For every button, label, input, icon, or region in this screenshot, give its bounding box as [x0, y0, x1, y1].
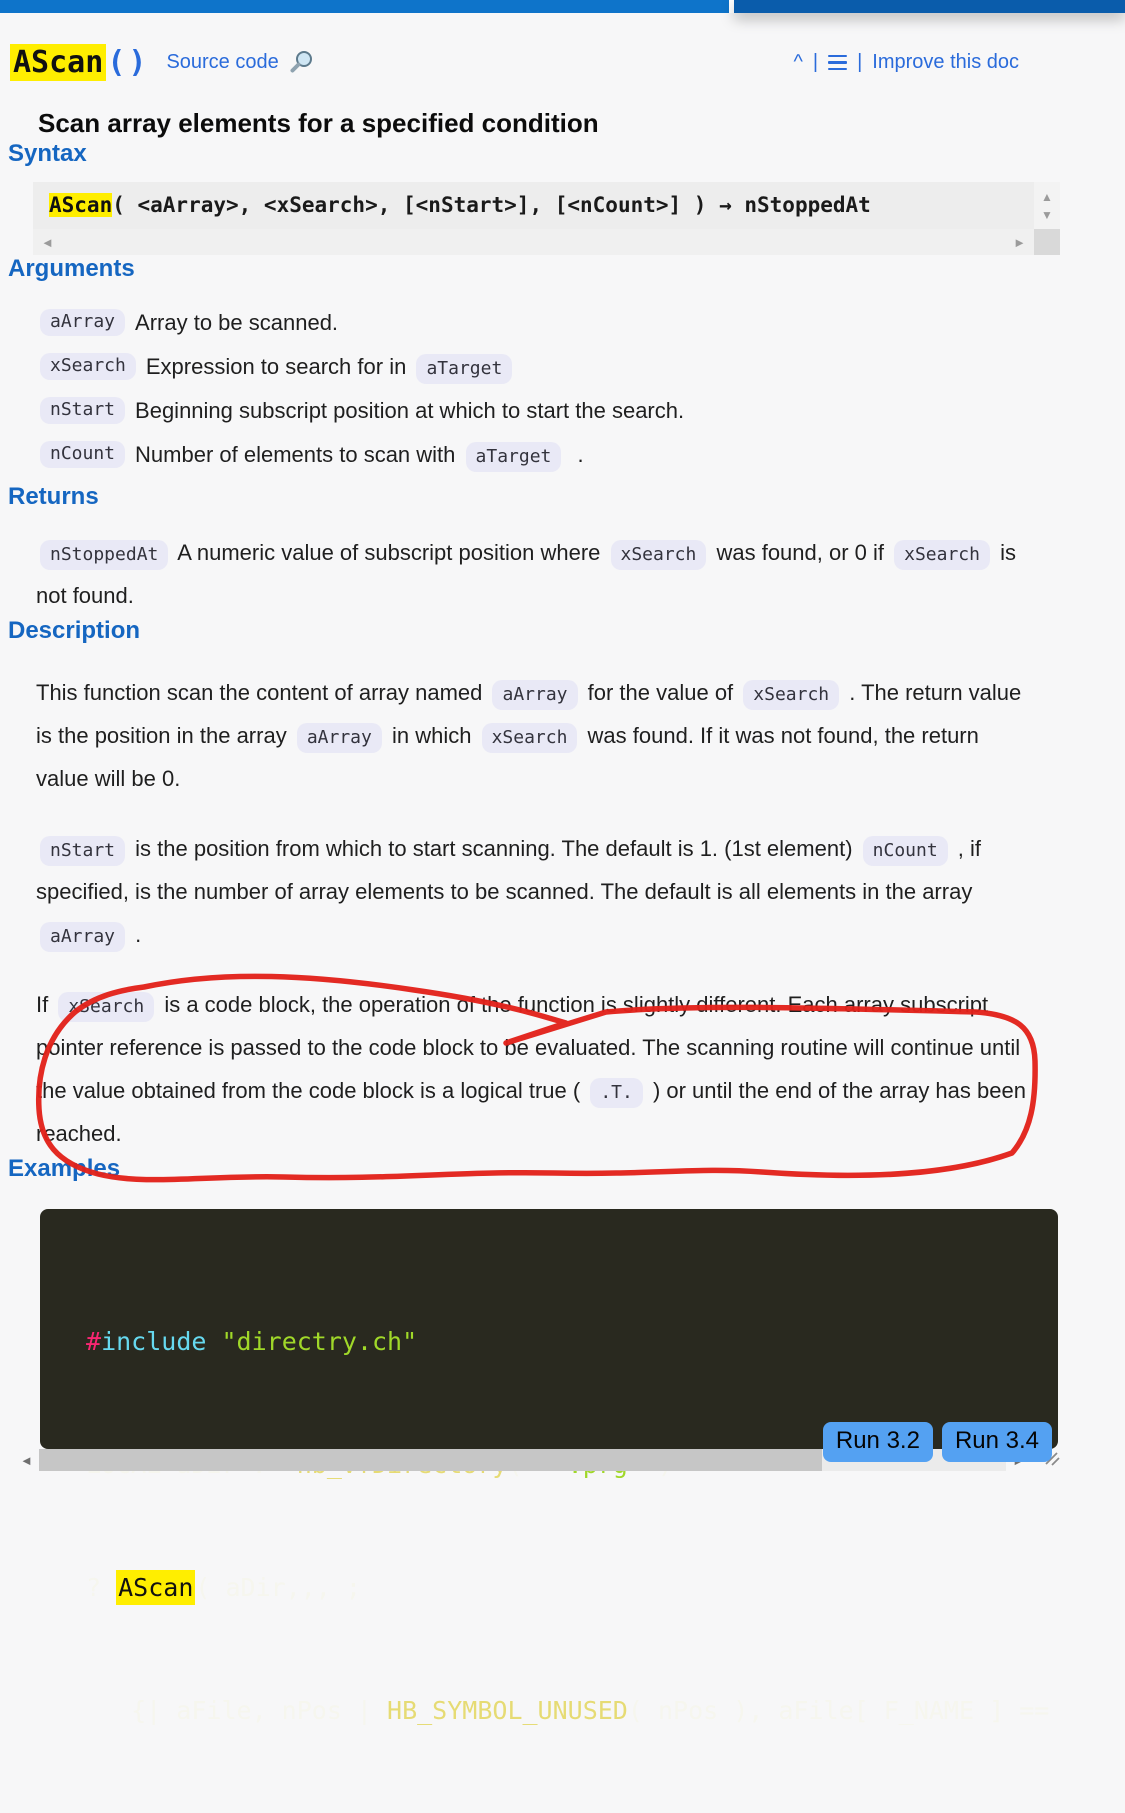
menu-icon[interactable] [828, 55, 847, 71]
syntax-horizontal-scrollbar[interactable] [33, 229, 1034, 255]
syntax-code-block [33, 182, 1060, 255]
code-token: include [101, 1327, 207, 1356]
inline-code-pill: aTarget [416, 354, 512, 384]
scrollbar-thumb[interactable] [39, 1449, 822, 1471]
code-token: ( aDir,,, ; [195, 1573, 361, 1602]
argument-description: Beginning subscript position at which to start the search. [135, 397, 685, 423]
examples-heading: Examples [8, 1155, 121, 1182]
code-line [86, 1567, 1058, 1608]
improve-this-doc-link[interactable]: Improve this doc [872, 51, 1019, 73]
inline-code-pill: aArray [492, 680, 577, 710]
function-name-highlight: AScan [10, 44, 106, 81]
code-line [86, 1690, 1058, 1731]
page-header [10, 40, 1019, 85]
code-token [206, 1327, 221, 1356]
doc-toolbar [793, 51, 1019, 74]
top-bar [0, 0, 1125, 13]
inline-code-pill: .T. [590, 1078, 643, 1108]
code-token: HB_SYMBOL_UNUSED [387, 1696, 628, 1725]
argument-row [36, 439, 1125, 470]
argument-row [36, 395, 1125, 426]
returns-description: nStoppedAt A numeric value of subscript position where xSearch was found, or 0 if xSearch is not found. [36, 540, 1016, 608]
example-code-block [40, 1209, 1058, 1725]
inline-code-pill: xSearch [58, 992, 154, 1022]
syntax-vertical-scrollbar[interactable] [1034, 182, 1060, 229]
argument-name-pill: aArray [40, 309, 125, 336]
inline-code-pill: aArray [297, 723, 382, 753]
run-3-2-button[interactable]: Run 3.2 [823, 1422, 933, 1462]
argument-description: Number of elements to scan with aTarget . [135, 442, 584, 468]
source-code-link[interactable]: Source code [166, 51, 279, 73]
argument-name-pill: nCount [40, 441, 125, 468]
run-3-4-button[interactable]: Run 3.4 [942, 1422, 1052, 1462]
argument-row [36, 351, 1125, 382]
code-line [86, 1321, 1058, 1362]
top-bar-left-segment [0, 0, 729, 13]
inline-code-pill: nCount [863, 836, 948, 866]
highlighted-token: AScan [49, 193, 113, 217]
argument-description: Expression to search for in aTarget [146, 354, 522, 380]
code-token: ( nPos ), aFile[ F_NAME ] == [627, 1696, 1050, 1725]
toolbar-divider: | [857, 51, 863, 73]
argument-row [36, 307, 1125, 338]
inline-code-pill: nStoppedAt [40, 540, 168, 570]
scrollbar-corner [1034, 229, 1060, 255]
inline-code-pill: aArray [40, 922, 125, 952]
inline-code-pill: xSearch [894, 540, 990, 570]
code-token: # [86, 1327, 102, 1356]
returns-heading: Returns [8, 483, 99, 510]
description-paragraph: nStart is the position from which to start scanning. The default is 1. (1st element) nCount , if specified, is the number of array elements to be scanned. The default is all elements in the array aArray . [36, 827, 1026, 956]
syntax-heading: Syntax [8, 140, 87, 167]
arguments-heading: Arguments [8, 255, 135, 282]
scroll-to-top-link[interactable]: ^ [793, 51, 803, 73]
description-heading: Description [8, 617, 141, 644]
scroll-up-icon[interactable]: ▲ [1041, 189, 1053, 204]
scroll-left-icon[interactable]: ◄ [41, 234, 54, 250]
search-icon[interactable] [289, 49, 315, 80]
highlighted-token: AScan [116, 1570, 195, 1605]
function-parens: () [107, 45, 150, 80]
top-bar-right-segment [734, 0, 1125, 13]
inline-code-pill: aTarget [466, 442, 562, 472]
arguments-list [36, 307, 1125, 470]
scroll-left-icon[interactable]: ◄ [20, 1452, 33, 1468]
syntax-code-line: AScan( <aArray>, <xSearch>, [<nStart>], [<nCount>] ) → nStoppedAt [49, 193, 871, 217]
inline-code-pill: nStart [40, 836, 125, 866]
description-paragraph: If xSearch is a code block, the operation of the function is slightly different. Each array subscript pointer reference is passed to the code block to be evaluated. The scanning routine will continue until the value obtained from the code block is a logical true ( .T. ) or until the end of the array has been reached. [36, 992, 1026, 1146]
example-section [40, 1209, 1058, 1725]
description-paragraph: This function scan the content of array named aArray for the value of xSearch . The return value is the position in the array aArray in which xSearch was found. If it was not found, the return value will be 0. [36, 680, 1022, 791]
inline-code-pill: xSearch [743, 680, 839, 710]
argument-description: Array to be scanned. [135, 309, 339, 335]
run-buttons [823, 1422, 1052, 1462]
scroll-right-icon[interactable]: ► [1013, 234, 1026, 250]
page-title [10, 45, 149, 80]
annotated-paragraph-wrapper [0, 983, 1125, 1155]
argument-name-pill: xSearch [40, 353, 136, 380]
scroll-down-icon[interactable]: ▼ [1041, 207, 1053, 222]
toolbar-divider: | [812, 51, 819, 73]
code-token: "directry.ch" [221, 1327, 418, 1356]
code-token: {| aFile, nPos | [86, 1696, 388, 1725]
argument-name-pill: nStart [40, 397, 125, 424]
inline-code-pill: xSearch [482, 723, 578, 753]
inline-code-pill: xSearch [611, 540, 707, 570]
code-token: ? [86, 1573, 117, 1602]
page-subtitle: Scan array elements for a specified condition [38, 108, 599, 138]
